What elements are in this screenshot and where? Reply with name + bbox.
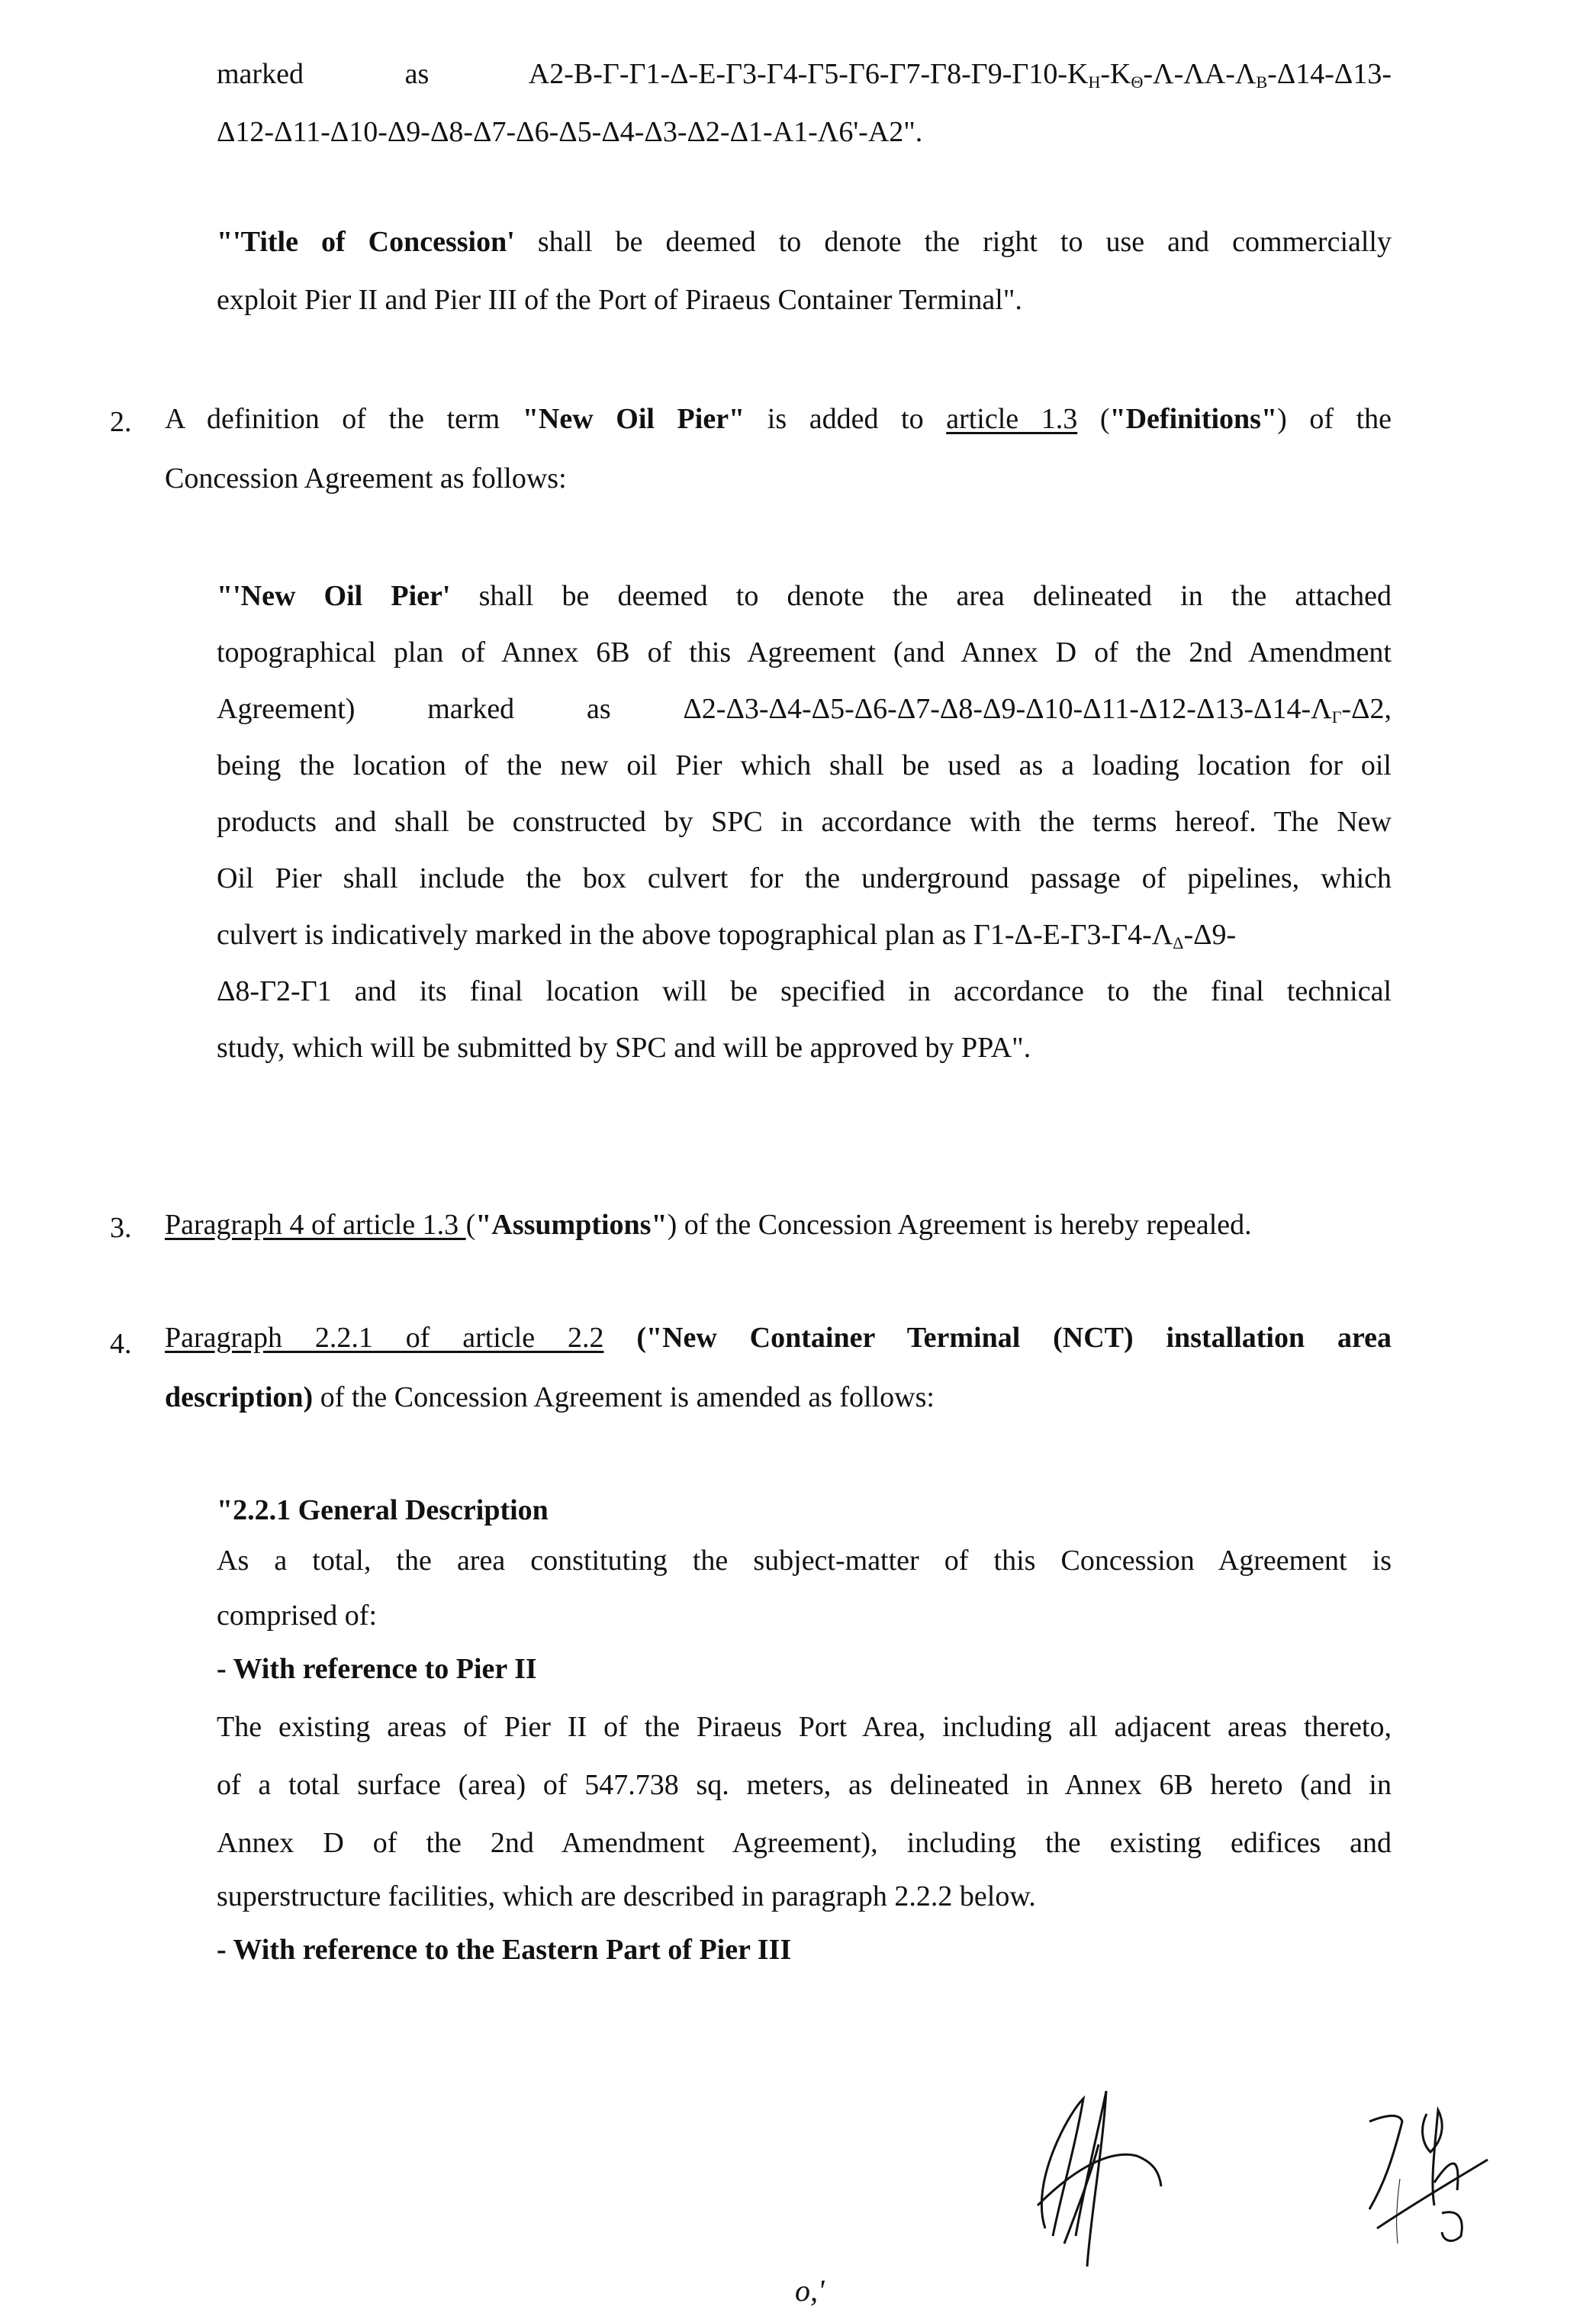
- marker-codes: $\Delta 2-\Delta 3-\Delta 4-\Delta 5-\Delta 6-\Delta 7-\Delta 8-\Delta 9-\Delta 10-\Delta 11-\Delta 12-\Delta 13-\Delta 14-\Lambda_\Gamma-\Delta 2$,: [683, 693, 1392, 727]
- title-of-concession-line2: exploit Pier II and Pier III of the Port of Piraeus Container Terminal".: [217, 284, 1022, 316]
- item2-line1: A definition of the term "New Oil Pier" is added to article 1.3 ("Definitions") of the: [165, 403, 1392, 435]
- new-oil-pier-line2: topographical plan of Annex 6B of this Agreement (and Annex D of the 2nd Amendment: [217, 636, 1392, 669]
- pier-ii-line3: Annex D of the 2nd Amendment Agreement), including the existing edifices and: [217, 1827, 1392, 1859]
- item-number: 4.: [110, 1328, 132, 1360]
- new-oil-pier-line5: products and shall be constructed by SPC in accordance with the terms hereof. The New: [217, 806, 1392, 838]
- subheading-pier-ii: - With reference to Pier II: [217, 1653, 537, 1685]
- new-oil-pier-line3: Agreement) marked as $\Delta 2-\Delta 3-\Delta 4-\Delta 5-\Delta 6-\Delta 7-\Delta 8-\Delta 9-\Delta 10-\Delta 11-\Delta 12-\Delta 13-\Delta 14-\Lambda_\Gamma-\Delta 2$,: [217, 693, 1392, 727]
- defined-term: "'New Oil Pier': [217, 580, 451, 612]
- new-oil-pier-line8: Δ8-Γ2-Γ1 and its final location will be specified in accordance to the final technical: [217, 975, 1392, 1007]
- item1-codes-line2: Δ12-Δ11-Δ10-Δ9-Δ8-Δ7-Δ6-Δ5-Δ4-Δ3-Δ2-Δ1-A1-Λ6'-A2".: [217, 116, 923, 148]
- signature-2-icon: [1358, 2099, 1495, 2251]
- defined-term: "'Title of Concession': [217, 226, 515, 258]
- article-reference: Paragraph 4 of article 1.3: [165, 1209, 466, 1241]
- text: marked: [217, 58, 304, 90]
- text: as: [404, 58, 430, 90]
- item-number: 2.: [110, 406, 132, 438]
- general-description-line2: comprised of:: [217, 1600, 378, 1632]
- new-oil-pier-line9: study, which will be submitted by SPC and will be approved by PPA".: [217, 1032, 1031, 1064]
- new-oil-pier-line1: "'New Oil Pier' shall be deemed to denote the area delineated in the attached: [217, 580, 1392, 612]
- item3-line1: Paragraph 4 of article 1.3 ("Assumptions") of the Concession Agreement is hereby repealed.: [165, 1209, 1252, 1241]
- marker-codes: $A2-B-\Gamma-\Gamma 1-\Delta-E-\Gamma 3-\Gamma 4-\Gamma 5-\Gamma 6-\Gamma 7-\Gamma 8-\Gamma 9-\Gamma 10-K_H-K_\Theta-\Lambda-\Lambda A-\Lambda_B-\Delta 14-\Delta 13-$: [528, 58, 1392, 92]
- new-oil-pier-line6: Oil Pier shall include the box culvert for the underground passage of pipelines, which: [217, 862, 1392, 894]
- subheading-pier-iii: - With reference to the Eastern Part of Pier III: [217, 1934, 792, 1966]
- item-number: 3.: [110, 1212, 132, 1244]
- section-heading: "2.2.1 General Description: [217, 1494, 549, 1526]
- item1-codes-line1: [217, 56, 1392, 100]
- pier-ii-line2: of a total surface (area) of 547.738 sq. meters, as delineated in Annex 6B hereto (and in: [217, 1769, 1392, 1801]
- general-description-line1: As a total, the area constituting the subject-matter of this Concession Agreement is: [217, 1545, 1392, 1577]
- article-reference: Paragraph 2.2.1 of article 2.2: [165, 1322, 604, 1354]
- defined-term: "New Oil Pier": [522, 403, 745, 435]
- page-mark: ο,': [795, 2273, 825, 2308]
- item2-line2: Concession Agreement as follows:: [165, 462, 567, 495]
- pier-ii-line1: The existing areas of Pier II of the Piraeus Port Area, including all adjacent areas thereto,: [217, 1711, 1392, 1743]
- title-of-concession-line1: "'Title of Concession' shall be deemed to denote the right to use and commercially: [217, 226, 1392, 258]
- pier-ii-line4: superstructure facilities, which are described in paragraph 2.2.2 below.: [217, 1880, 1036, 1912]
- item4-line2: description) of the Concession Agreement is amended as follows:: [165, 1381, 935, 1413]
- new-oil-pier-line4: being the location of the new oil Pier which shall be used as a loading location for oil: [217, 749, 1392, 781]
- new-oil-pier-line7: culvert is indicatively marked in the above topographical plan as $\Gamma 1-\Delta-E-\Gamma 3-\Gamma 4-\Lambda_\Delta-\Delta 9-$: [217, 919, 1237, 952]
- signature-1-icon: [992, 2083, 1190, 2282]
- defined-term: "Assumptions": [475, 1209, 668, 1241]
- item4-line1: Paragraph 2.2.1 of article 2.2 ("New Container Terminal (NCT) installation area: [165, 1322, 1392, 1354]
- article-reference: article 1.3: [946, 403, 1078, 435]
